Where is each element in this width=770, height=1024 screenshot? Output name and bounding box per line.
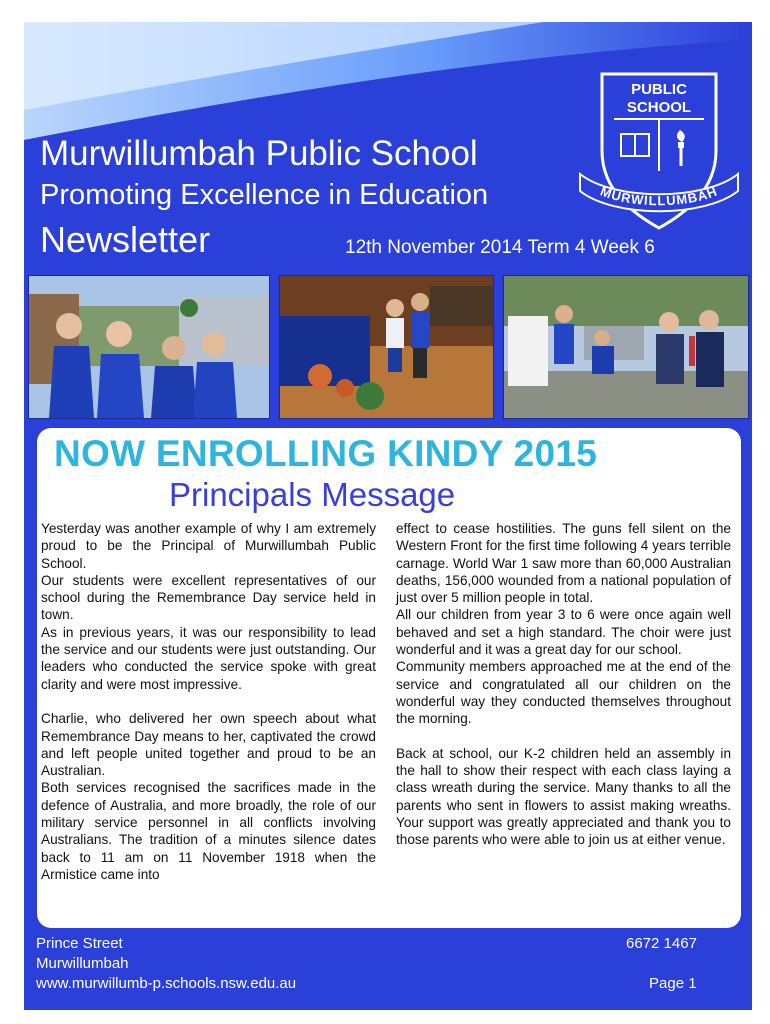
school-website-link[interactable]: www.murwillumb-p.schools.nsw.edu.au [36,975,297,992]
page-number: Page 1 [649,975,697,992]
school-name-title: Murwillumbah Public School [40,134,478,173]
article-paragraph: effect to cease hostilities. The guns fell silent on the Western Front for the first time following 4 years terrible carnage. World War 1 saw more than 60,000 Australian deaths, 156,000 wounded from a national population of just over 5 million people in total. [396,521,731,606]
students-laying-wreath-photo [279,275,494,419]
article-paragraph: Community members approached me at the end of the service and congratulated all our children on the wonderful way they conducted themselves throughout the morning. [396,659,731,727]
article-paragraph: Our students were excellent representatives of our school during the Remembrance Day service held in town. [41,572,376,623]
students-in-blazers-photo [28,275,270,419]
article-paragraph: As in previous years, it was our responsibility to lead the service and our students were just outstanding. Our leaders who conducted the service spoke with great clarity and were most impressive. [41,624,376,692]
principals-message-heading: Principals Message [169,476,456,513]
school-phone-number: 6672 1467 [626,935,697,952]
school-motto: Promoting Excellence in Education [40,179,489,211]
kindy-enrolment-banner: NOW ENROLLING KINDY 2015 [54,433,598,474]
issue-dateline: 12th November 2014 Term 4 Week 6 [345,237,655,258]
principals-message-panel [37,428,741,928]
address-town: Murwillumbah [36,955,129,972]
article-paragraph: Both services recognised the sacrifices made in the defence of Australia, and more broadly, the role of our military service personnel in all conflicts involving Australians. The tradition of a minutes silence dates back to 11 am on 11 November 1918 when the Armistice came into [41,780,376,882]
article-paragraph: All our children from year 3 to 6 were once again well behaved and set a high standard. The choir were just wonderful and it was a great day for our school. [396,607,731,658]
remembrance-service-photo [503,275,749,419]
article-paragraph: Charlie, who delivered her own speech about what Remembrance Day means to her, captivated the crowd and left people united together and proud to be an Australian. [41,711,376,779]
newsletter-page [24,22,752,1010]
article-paragraph: Back at school, our K-2 children held an assembly in the hall to show their respect with each class laying a class wreath during the service. Many thanks to all the parents who sent in flowers to assist making wreaths. Your support was greatly appreciated and thank you to those parents who were able to join us at either venue. [396,745,731,848]
crest-text-school: SCHOOL [626,99,692,116]
address-street: Prince Street [36,935,123,952]
school-contact-address [36,934,296,994]
newsletter-heading: Newsletter [40,219,211,260]
article-column-left [41,520,376,883]
article-column-right [396,520,731,849]
crest-banner-text: MURWILLUMBAH [598,183,720,209]
school-crest-logo [574,56,744,236]
article-paragraph: Yesterday was another example of why I am extremely proud to be the Principal of Murwillumbah Public School. [41,521,376,571]
crest-text-public: PUBLIC [631,81,687,98]
